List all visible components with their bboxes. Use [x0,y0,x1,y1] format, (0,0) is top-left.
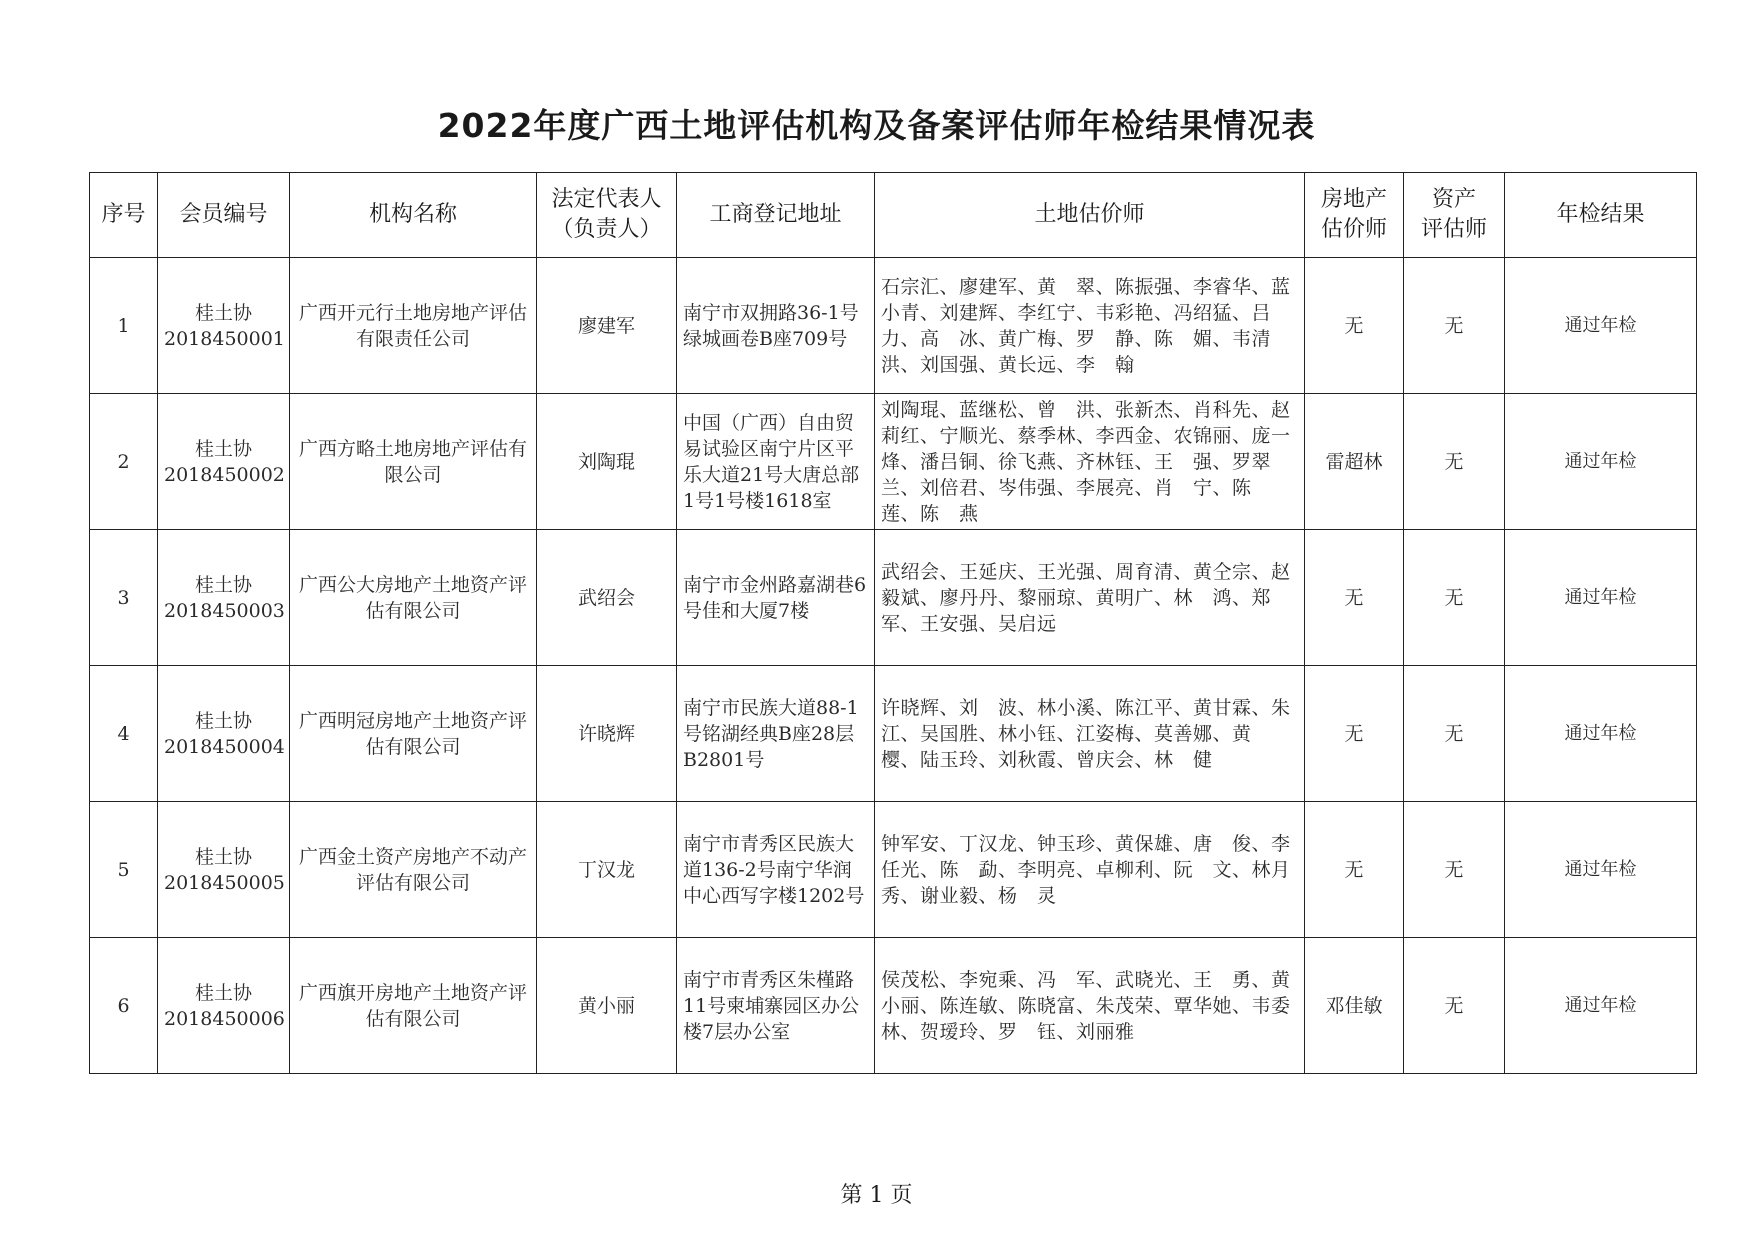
cell-seq: 3 [90,530,158,666]
header-asset-appraiser [1404,173,1505,258]
cell-result: 通过年检 [1505,394,1697,530]
page-number: 第 1 页 [840,1183,913,1208]
cell-re-appraiser: 无 [1305,530,1404,666]
cell-asset-appraiser: 无 [1404,666,1505,802]
cell-member-no [158,394,290,530]
member-prefix: 桂土协 [194,301,252,324]
member-number: 2018450006 [164,1007,285,1030]
cell-rep: 丁汉龙 [537,802,677,938]
cell-rep: 许晓辉 [537,666,677,802]
member-number: 2018450001 [164,327,285,350]
header-member-no: 会员编号 [158,173,290,258]
header-re-appraiser [1305,173,1404,258]
cell-result: 通过年检 [1505,938,1697,1074]
cell-rep: 黄小丽 [537,938,677,1074]
cell-rep: 刘陶琨 [537,394,677,530]
cell-seq: 6 [90,938,158,1074]
cell-asset-appraiser: 无 [1404,802,1505,938]
cell-asset-appraiser: 无 [1404,394,1505,530]
cell-org: 广西方略土地房地产评估有限公司 [290,394,537,530]
member-number: 2018450005 [164,871,285,894]
table-row [90,938,1697,1074]
cell-member-no [158,530,290,666]
cell-re-appraiser: 邓佳敏 [1305,938,1404,1074]
header-result: 年检结果 [1505,173,1697,258]
member-prefix: 桂土协 [194,709,252,732]
cell-re-appraiser: 无 [1305,666,1404,802]
cell-re-appraiser: 雷超林 [1305,394,1404,530]
member-number: 2018450004 [164,735,285,758]
table-row [90,258,1697,394]
cell-address: 南宁市青秀区民族大道136-2号南宁华润中心西写字楼1202号 [677,802,875,938]
cell-address: 南宁市金州路嘉湖巷6号佳和大厦7楼 [677,530,875,666]
header-seq: 序号 [90,173,158,258]
cell-member-no [158,666,290,802]
cell-address: 南宁市双拥路36-1号绿城画卷B座709号 [677,258,875,394]
cell-member-no [158,258,290,394]
header-org: 机构名称 [290,173,537,258]
header-rep-line2: （负责人） [551,217,662,242]
member-number: 2018450002 [164,463,285,486]
cell-asset-appraiser: 无 [1404,938,1505,1074]
cell-appraisers: 侯茂松、李宛乘、冯 军、武晓光、王 勇、黄小丽、陈连敏、陈晓富、朱茂荣、覃华她、韦委林、贺瑷玲、罗 钰、刘丽雅 [875,938,1305,1074]
cell-result: 通过年检 [1505,258,1697,394]
cell-re-appraiser: 无 [1305,802,1404,938]
member-prefix: 桂土协 [194,573,252,596]
cell-org: 广西开元行土地房地产评估有限责任公司 [290,258,537,394]
cell-seq: 2 [90,394,158,530]
header-address: 工商登记地址 [677,173,875,258]
cell-org: 广西金土资产房地产不动产评估有限公司 [290,802,537,938]
table-header [90,173,1697,258]
table-row [90,802,1697,938]
page-title: 2022年度广西土地评估机构及备案评估师年检结果情况表 [437,106,1316,145]
cell-appraisers: 武绍会、王延庆、王光强、周育清、黄仝宗、赵毅斌、廖丹丹、黎丽琼、黄明广、林 鸿、郑 军、王安强、吴启远 [875,530,1305,666]
member-prefix: 桂土协 [194,437,252,460]
cell-member-no [158,938,290,1074]
cell-address: 南宁市青秀区朱槿路11号柬埔寨园区办公楼7层办公室 [677,938,875,1074]
cell-appraisers: 许晓辉、刘 波、林小溪、陈江平、黄甘霖、朱 江、吴国胜、林小钰、江姿梅、莫善娜、黄 樱、陆玉玲、刘秋霞、曾庆会、林 健 [875,666,1305,802]
cell-org: 广西公大房地产土地资产评估有限公司 [290,530,537,666]
cell-asset-appraiser: 无 [1404,530,1505,666]
header-rep-line1: 法定代表人 [551,187,662,212]
table-row [90,666,1697,802]
header-re-line2: 估价师 [1320,217,1387,242]
header-land-appraisers: 土地估价师 [875,173,1305,258]
cell-result: 通过年检 [1505,530,1697,666]
cell-org: 广西旗开房地产土地资产评估有限公司 [290,938,537,1074]
cell-result: 通过年检 [1505,802,1697,938]
cell-address: 中国（广西）自由贸易试验区南宁片区平乐大道21号大唐总部1号1号楼1618室 [677,394,875,530]
cell-seq: 4 [90,666,158,802]
table-row [90,530,1697,666]
cell-appraisers: 刘陶琨、蓝继松、曾 洪、张新杰、肖科先、赵莉红、宁顺光、蔡季林、李西金、农锦丽、庞一烽、潘吕铜、徐飞燕、齐林钰、王 强、罗翠兰、刘倍君、岑伟强、李展亮、肖 宁、陈 莲、陈 燕 [875,394,1305,530]
table-row [90,394,1697,530]
table-body [90,258,1697,1074]
cell-member-no [158,802,290,938]
cell-result: 通过年检 [1505,666,1697,802]
cell-appraisers: 钟军安、丁汉龙、钟玉珍、黄保雄、唐 俊、李任光、陈 勐、李明亮、卓柳利、阮 文、林月秀、谢业毅、杨 灵 [875,802,1305,938]
member-prefix: 桂土协 [194,845,252,868]
cell-org: 广西明冠房地产土地资产评估有限公司 [290,666,537,802]
header-asset-line2: 评估师 [1420,217,1487,242]
cell-seq: 1 [90,258,158,394]
cell-address: 南宁市民族大道88-1号铭湖经典B座28层B2801号 [677,666,875,802]
member-prefix: 桂土协 [194,981,252,1004]
cell-seq: 5 [90,802,158,938]
cell-rep: 武绍会 [537,530,677,666]
cell-rep: 廖建军 [537,258,677,394]
header-rep [537,173,677,258]
member-number: 2018450003 [164,599,285,622]
cell-asset-appraiser: 无 [1404,258,1505,394]
header-re-line1: 房地产 [1320,187,1387,212]
results-table [89,172,1697,1074]
header-asset-line1: 资产 [1431,187,1476,212]
cell-appraisers: 石宗汇、廖建军、黄 翠、陈振强、李睿华、蓝小青、刘建辉、李红宁、韦彩艳、冯绍猛、吕 力、高 冰、黄广梅、罗 静、陈 媚、韦清洪、刘国强、黄长远、李 翰 [875,258,1305,394]
cell-re-appraiser: 无 [1305,258,1404,394]
